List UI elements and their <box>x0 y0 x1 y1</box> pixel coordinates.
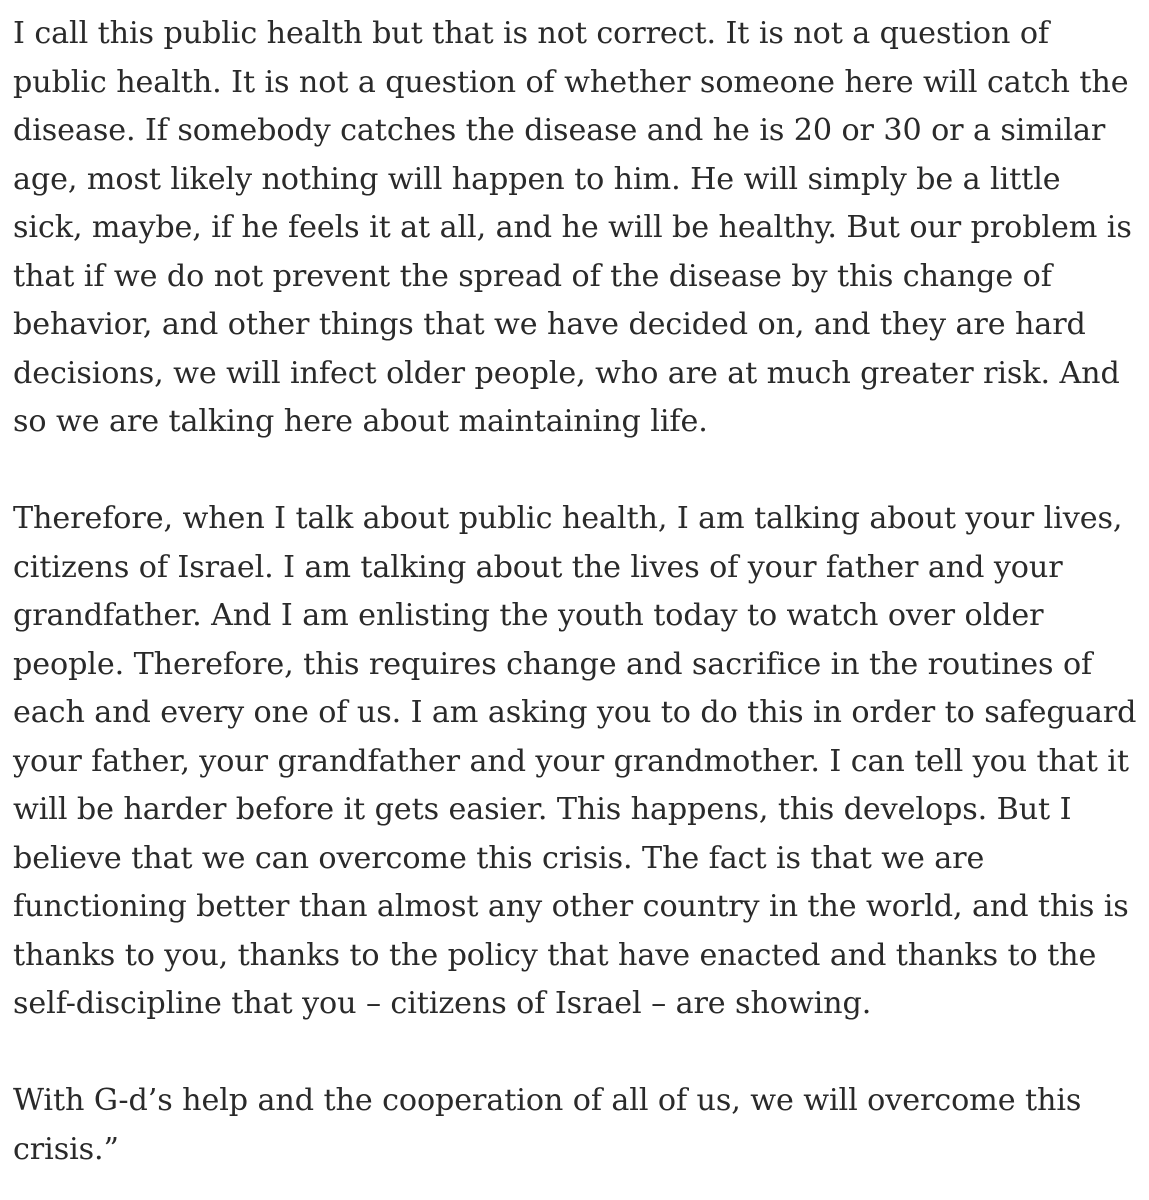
paragraph-your-lives: Therefore, when I talk about public health, I am talking about your lives, citizens of Israel. I am talking about the lives of your father and your grandfather. And I am enlisting the youth today to watch over older people. Therefore, this requires change and sacrifice in the routines of each and every one of us. I am asking you to do this in order to safeguard your father, your grandfather and your grandmother. I can tell you that it will be harder before it gets easier. This happens, this develops. But I believe that we can overcome this crisis. The fact is that we are functioning better than almost any other country in the world, and this is thanks to you, thanks to the policy that have enacted and thanks to the self-discipline that you – citizens of Israel – are showing. <box>13 501 1137 1021</box>
paragraph-public-health: I call this public health but that is not correct. It is not a question of public health. It is not a question of whether someone here will catch the disease. If somebody catches the disease and he is 20 or 30 or a similar age, most likely nothing will happen to him. He will simply be a little sick, maybe, if he feels it at all, and he will be healthy. But our problem is that if we do not prevent the spread of the disease by this change of behavior, and other things that we have decided on, and they are hard decisions, we will infect older people, who are at much greater risk. And so we are talking here about maintaining life. <box>13 16 1132 439</box>
paragraph-closing: With G-d’s help and the cooperation of all of us, we will overcome this crisis.” <box>13 1083 1082 1167</box>
